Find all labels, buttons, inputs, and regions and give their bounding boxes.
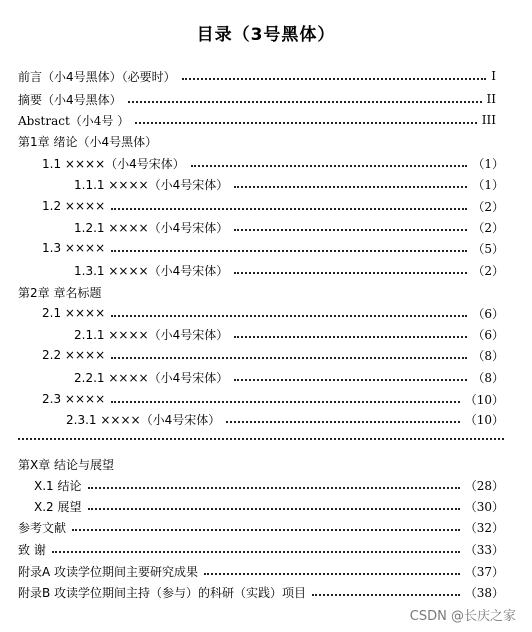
toc-entry-1-3-1[interactable] bbox=[74, 260, 504, 280]
toc-entry-label: 摘要（小4号黑体） bbox=[18, 92, 122, 107]
toc-entry-1-2[interactable] bbox=[42, 196, 504, 216]
toc-entry-label: Abstract（小4号 ） bbox=[18, 113, 130, 128]
toc-entry-label: 第X章 结论与展望 bbox=[18, 457, 115, 472]
dot-leader bbox=[88, 508, 460, 510]
toc-entry-page: （28） bbox=[464, 478, 504, 493]
toc-entry-x-1[interactable] bbox=[34, 475, 504, 495]
toc-entry-label: 2.1.1 ××××（小4号宋体） bbox=[74, 327, 229, 342]
toc-entry-page: （10） bbox=[464, 392, 504, 407]
toc-entry-label: 2.1 ×××× bbox=[42, 306, 106, 320]
toc-entry-appendix-b[interactable] bbox=[18, 582, 504, 602]
dot-leader bbox=[226, 421, 460, 423]
toc-entry-page: （8） bbox=[472, 370, 504, 385]
toc-entry-2-2-1[interactable] bbox=[74, 367, 504, 387]
toc-entry-label: 1.2.1 ××××（小4号宋体） bbox=[74, 220, 229, 235]
toc-entry-label: 2.2.1 ××××（小4号宋体） bbox=[74, 370, 229, 385]
toc-entry-2-3-1[interactable] bbox=[66, 409, 504, 429]
toc-entry-2-2[interactable] bbox=[42, 345, 504, 365]
toc-chapter-1[interactable] bbox=[18, 131, 496, 151]
dot-leader bbox=[111, 357, 467, 359]
toc-entry-label: X.2 展望 bbox=[34, 499, 82, 514]
dot-leader bbox=[204, 573, 460, 575]
toc-entry-page: III bbox=[481, 113, 496, 127]
toc-entry-label: 2.2 ×××× bbox=[42, 348, 106, 362]
toc-entry-abstract-cn[interactable] bbox=[18, 89, 496, 109]
dot-leader bbox=[191, 165, 468, 167]
dot-leader bbox=[312, 594, 460, 596]
dot-leader bbox=[135, 122, 477, 124]
toc-title: 目录（3号黑体） bbox=[196, 25, 336, 45]
toc-entry-label: 致 谢 bbox=[18, 542, 46, 557]
dot-leader bbox=[182, 78, 487, 80]
toc-entry-page: （38） bbox=[464, 585, 504, 600]
dot-leader bbox=[234, 336, 467, 338]
toc-entry-label: 附录B 攻读学位期间主持（参与）的科研（实践）项目 bbox=[18, 585, 307, 600]
toc-entry-label: 1.1 ××××（小4号宋体） bbox=[42, 156, 185, 171]
toc-entry-1-3[interactable] bbox=[42, 238, 504, 258]
toc-entry-page: II bbox=[486, 92, 496, 106]
toc-chapter-2[interactable] bbox=[18, 282, 496, 302]
toc-entry-1-2-1[interactable] bbox=[74, 217, 504, 237]
toc-entry-2-3[interactable] bbox=[42, 389, 504, 409]
toc-entry-label: 1.3.1 ××××（小4号宋体） bbox=[74, 263, 229, 278]
toc-entry-label: 附录A 攻读学位期间主要研究成果 bbox=[18, 564, 199, 579]
toc-entry-x-2[interactable] bbox=[34, 496, 504, 516]
toc-entry-label: 第2章 章名标题 bbox=[18, 285, 102, 300]
dot-leader bbox=[52, 551, 460, 553]
toc-entry-page: （1） bbox=[472, 156, 504, 171]
toc-entry-page: （8） bbox=[472, 348, 504, 363]
dot-leader bbox=[111, 208, 467, 210]
toc-entry-page: （37） bbox=[464, 564, 504, 579]
dot-leader bbox=[128, 101, 482, 103]
toc-entry-page: （10） bbox=[464, 412, 504, 427]
toc-entry-page: （33） bbox=[464, 542, 504, 557]
toc-entry-page: （6） bbox=[472, 327, 504, 342]
csdn-watermark: CSDN @长庆之家 bbox=[409, 609, 516, 624]
toc-entry-1-1-1[interactable] bbox=[74, 174, 504, 194]
toc-entry-page: （2） bbox=[472, 220, 504, 235]
toc-entry-label: 前言（小4号黑体）（必要时） bbox=[18, 69, 176, 84]
toc-entry-label: 参考文献 bbox=[18, 520, 67, 535]
toc-entry-2-1-1[interactable] bbox=[74, 324, 504, 344]
toc-entry-page: （30） bbox=[464, 499, 504, 514]
toc-entry-label: 1.1.1 ××××（小4号宋体） bbox=[74, 177, 229, 192]
toc-entry-label: X.1 结论 bbox=[34, 478, 82, 493]
toc-entry-page: （2） bbox=[472, 263, 504, 278]
toc-entry-label: 第1章 绪论（小4号黑体） bbox=[18, 134, 158, 149]
toc-entry-label: 1.3 ×××× bbox=[42, 241, 106, 255]
toc-entry-page: （32） bbox=[464, 520, 504, 535]
toc-entry-label: 2.3 ×××× bbox=[42, 392, 106, 406]
dot-leader bbox=[234, 186, 467, 188]
dot-leader bbox=[234, 229, 467, 231]
toc-entry-abstract-en[interactable] bbox=[18, 110, 496, 130]
separator-dotted-line bbox=[18, 438, 504, 440]
toc-entry-page: I bbox=[491, 69, 496, 83]
toc-entry-page: （6） bbox=[472, 306, 504, 321]
toc-entry-2-1[interactable] bbox=[42, 303, 504, 323]
dot-leader bbox=[88, 487, 460, 489]
dot-leader bbox=[111, 401, 460, 403]
toc-entry-label: 1.2 ×××× bbox=[42, 199, 106, 213]
dot-leader bbox=[111, 250, 467, 252]
toc-entry-page: （1） bbox=[472, 177, 504, 192]
toc-entry-preface[interactable] bbox=[18, 66, 496, 86]
dot-leader bbox=[111, 315, 467, 317]
toc-entry-1-1[interactable] bbox=[42, 153, 504, 173]
toc-entry-references[interactable] bbox=[18, 517, 504, 537]
toc-entry-page: （2） bbox=[472, 199, 504, 214]
dot-leader bbox=[234, 272, 467, 274]
toc-chapter-x[interactable] bbox=[18, 454, 496, 474]
toc-entry-acknowledgements[interactable] bbox=[18, 539, 504, 559]
toc-entry-page: （5） bbox=[472, 241, 504, 256]
dot-leader bbox=[72, 529, 460, 531]
dot-leader bbox=[234, 379, 467, 381]
toc-entry-appendix-a[interactable] bbox=[18, 561, 504, 581]
toc-entry-label: 2.3.1 ××××（小4号宋体） bbox=[66, 412, 221, 427]
